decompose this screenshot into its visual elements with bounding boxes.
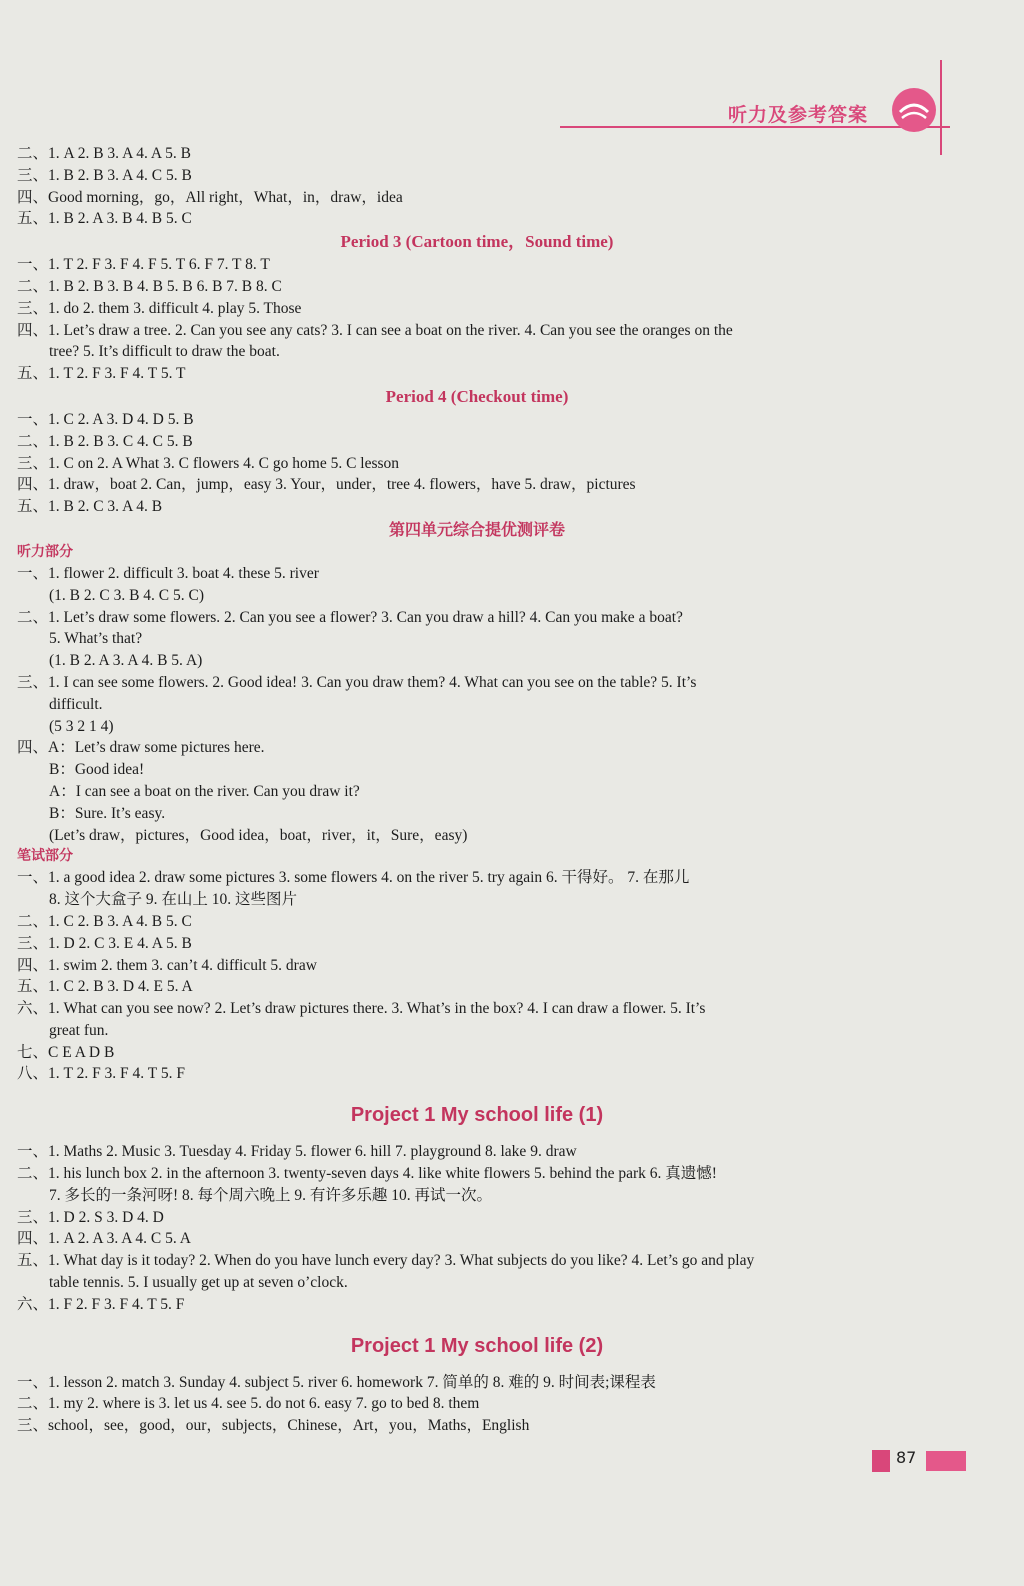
answer-line: 三、1. I can see some flowers. 2. Good idea! 3. Can you draw them? 4. What can you see on the table? 5. It’s <box>17 673 697 691</box>
answer-line: 四、A：Let’s draw some pictures here. <box>17 739 265 757</box>
answer-line: 四、1. draw，boat 2. Can，jump，easy 3. Your，under，tree 4. flowers，have 5. draw，pictures <box>17 476 636 494</box>
answer-line: 一、1. Maths 2. Music 3. Tuesday 4. Friday 5. flower 6. hill 7. playground 8. lake 9. draw <box>17 1143 577 1161</box>
answer-line: 三、1. do 2. them 3. difficult 4. play 5. Those <box>17 299 302 317</box>
answer-line: 一、1. C 2. A 3. D 4. D 5. B <box>17 410 194 428</box>
period-heading: Period 3 (Cartoon time，Sound time) <box>340 232 614 252</box>
project-title: Project 1 My school life (2) <box>350 1334 604 1357</box>
answer-line: A：I can see a boat on the river. Can you draw it? <box>49 782 360 800</box>
answer-line: (1. B 2. A 3. A 4. B 5. A) <box>49 652 203 670</box>
section-title: 第四单元综合提优测评卷 <box>388 519 565 539</box>
answer-line: tree? 5. It’s difficult to draw the boat. <box>49 343 280 361</box>
answer-line: 三、1. C on 2. A What 3. C flowers 4. C go home 5. C lesson <box>17 454 400 472</box>
answer-line: 五、1. T 2. F 3. F 4. T 5. T <box>17 365 186 383</box>
answer-line: 一、1. a good idea 2. draw some pictures 3. some flowers 4. on the river 5. try again 6. 干得好。 7. 在那儿 <box>17 869 690 887</box>
answer-line: 一、1. flower 2. difficult 3. boat 4. these 5. river <box>17 564 319 582</box>
answer-line: (1. B 2. C 3. B 4. C 5. C) <box>49 586 205 604</box>
answer-line: B：Good idea! <box>49 761 145 779</box>
answer-line: 五、1. What day is it today? 2. When do you have lunch every day? 3. What subjects do you like? 4. Let’s go and play <box>17 1252 755 1270</box>
answer-line: 四、1. A 2. A 3. A 4. C 5. A <box>17 1230 191 1248</box>
answer-line: 六、1. What can you see now? 2. Let’s draw pictures there. 3. What’s in the box? 4. I can draw a flower. 5. It’s <box>17 1000 706 1018</box>
answer-line: table tennis. 5. I usually get up at seven o’clock. <box>49 1274 348 1292</box>
answer-line: 二、1. B 2. B 3. C 4. C 5. B <box>17 432 193 450</box>
answer-line: 三、1. D 2. S 3. D 4. D <box>17 1208 164 1226</box>
answer-line: (Let’s draw，pictures，Good idea，boat，river，it，Sure，easy) <box>49 826 468 844</box>
project-title: Project 1 My school life (1) <box>350 1104 604 1127</box>
answer-line: 七、C E A D B <box>17 1043 115 1061</box>
answer-line: 五、1. B 2. A 3. B 4. B 5. C <box>17 210 192 228</box>
period-heading: Period 4 (Checkout time) <box>385 386 569 406</box>
answer-line: 一、1. T 2. F 3. F 4. F 5. T 6. F 7. T 8. T <box>17 256 270 274</box>
answer-line: 四、1. Let’s draw a tree. 2. Can you see any cats? 3. I can see a boat on the river. 4. Can you see the oranges on the <box>17 321 733 339</box>
page-number: 87 <box>896 1448 917 1467</box>
subsection-label: 听力部分 <box>17 543 73 560</box>
answer-line: great fun. <box>49 1021 109 1039</box>
answer-line: 二、1. B 2. B 3. B 4. B 5. B 6. B 7. B 8. C <box>17 277 282 295</box>
answer-line: 三、1. B 2. B 3. A 4. C 5. B <box>17 166 192 184</box>
answer-line: 5. What’s that? <box>49 630 143 648</box>
answer-content <box>17 143 937 1437</box>
answer-line: difficult. <box>49 695 103 713</box>
answer-line: 八、1. T 2. F 3. F 4. T 5. F <box>17 1065 185 1083</box>
answer-line: 三、1. D 2. C 3. E 4. A 5. B <box>17 934 192 952</box>
subsection-label: 笔试部分 <box>17 848 73 865</box>
answer-line: 四、Good morning，go，All right，What，in，draw，idea <box>17 188 403 206</box>
answer-line: 五、1. C 2. B 3. D 4. E 5. A <box>17 978 193 996</box>
answer-line: (5 3 2 1 4) <box>49 717 114 735</box>
answer-line: 二、1. Let’s draw some flowers. 2. Can you see a flower? 3. Can you draw a hill? 4. Can you make a boat? <box>17 608 683 626</box>
answer-line: 一、1. lesson 2. match 3. Sunday 4. subject 5. river 6. homework 7. 简单的 8. 难的 9. 时间表;课程表 <box>17 1373 656 1391</box>
answer-line: 8. 这个大盒子 9. 在山上 10. 这些图片 <box>49 891 298 909</box>
answer-line: 五、1. B 2. C 3. A 4. B <box>17 498 163 516</box>
logo-icon <box>892 88 936 132</box>
answer-line: 六、1. F 2. F 3. F 4. T 5. F <box>17 1295 185 1313</box>
header-title: 听力及参考答案 <box>728 104 869 126</box>
answer-line: 7. 多长的一条河呀! 8. 每个周六晚上 9. 有许多乐趣 10. 再试一次。 <box>49 1186 493 1204</box>
answer-line: 二、1. his lunch box 2. in the afternoon 3. twenty-seven days 4. like white flowers 5. behind the park 6. 真遗憾! <box>17 1165 717 1183</box>
header-vertical-rule <box>940 60 942 155</box>
answer-line: 三、school，see，good，our，subjects，Chinese，Art，you，Maths，English <box>17 1417 530 1435</box>
page-bar <box>872 1450 890 1472</box>
page-tab <box>926 1451 966 1471</box>
answer-line: 四、1. swim 2. them 3. can’t 4. difficult 5. draw <box>17 956 317 974</box>
answer-line: 二、1. A 2. B 3. A 4. A 5. B <box>17 145 191 162</box>
answer-line: B：Sure. It’s easy. <box>49 804 166 822</box>
answer-line: 二、1. my 2. where is 3. let us 4. see 5. do not 6. easy 7. go to bed 8. them <box>17 1395 480 1413</box>
answer-line: 二、1. C 2. B 3. A 4. B 5. C <box>17 912 192 930</box>
